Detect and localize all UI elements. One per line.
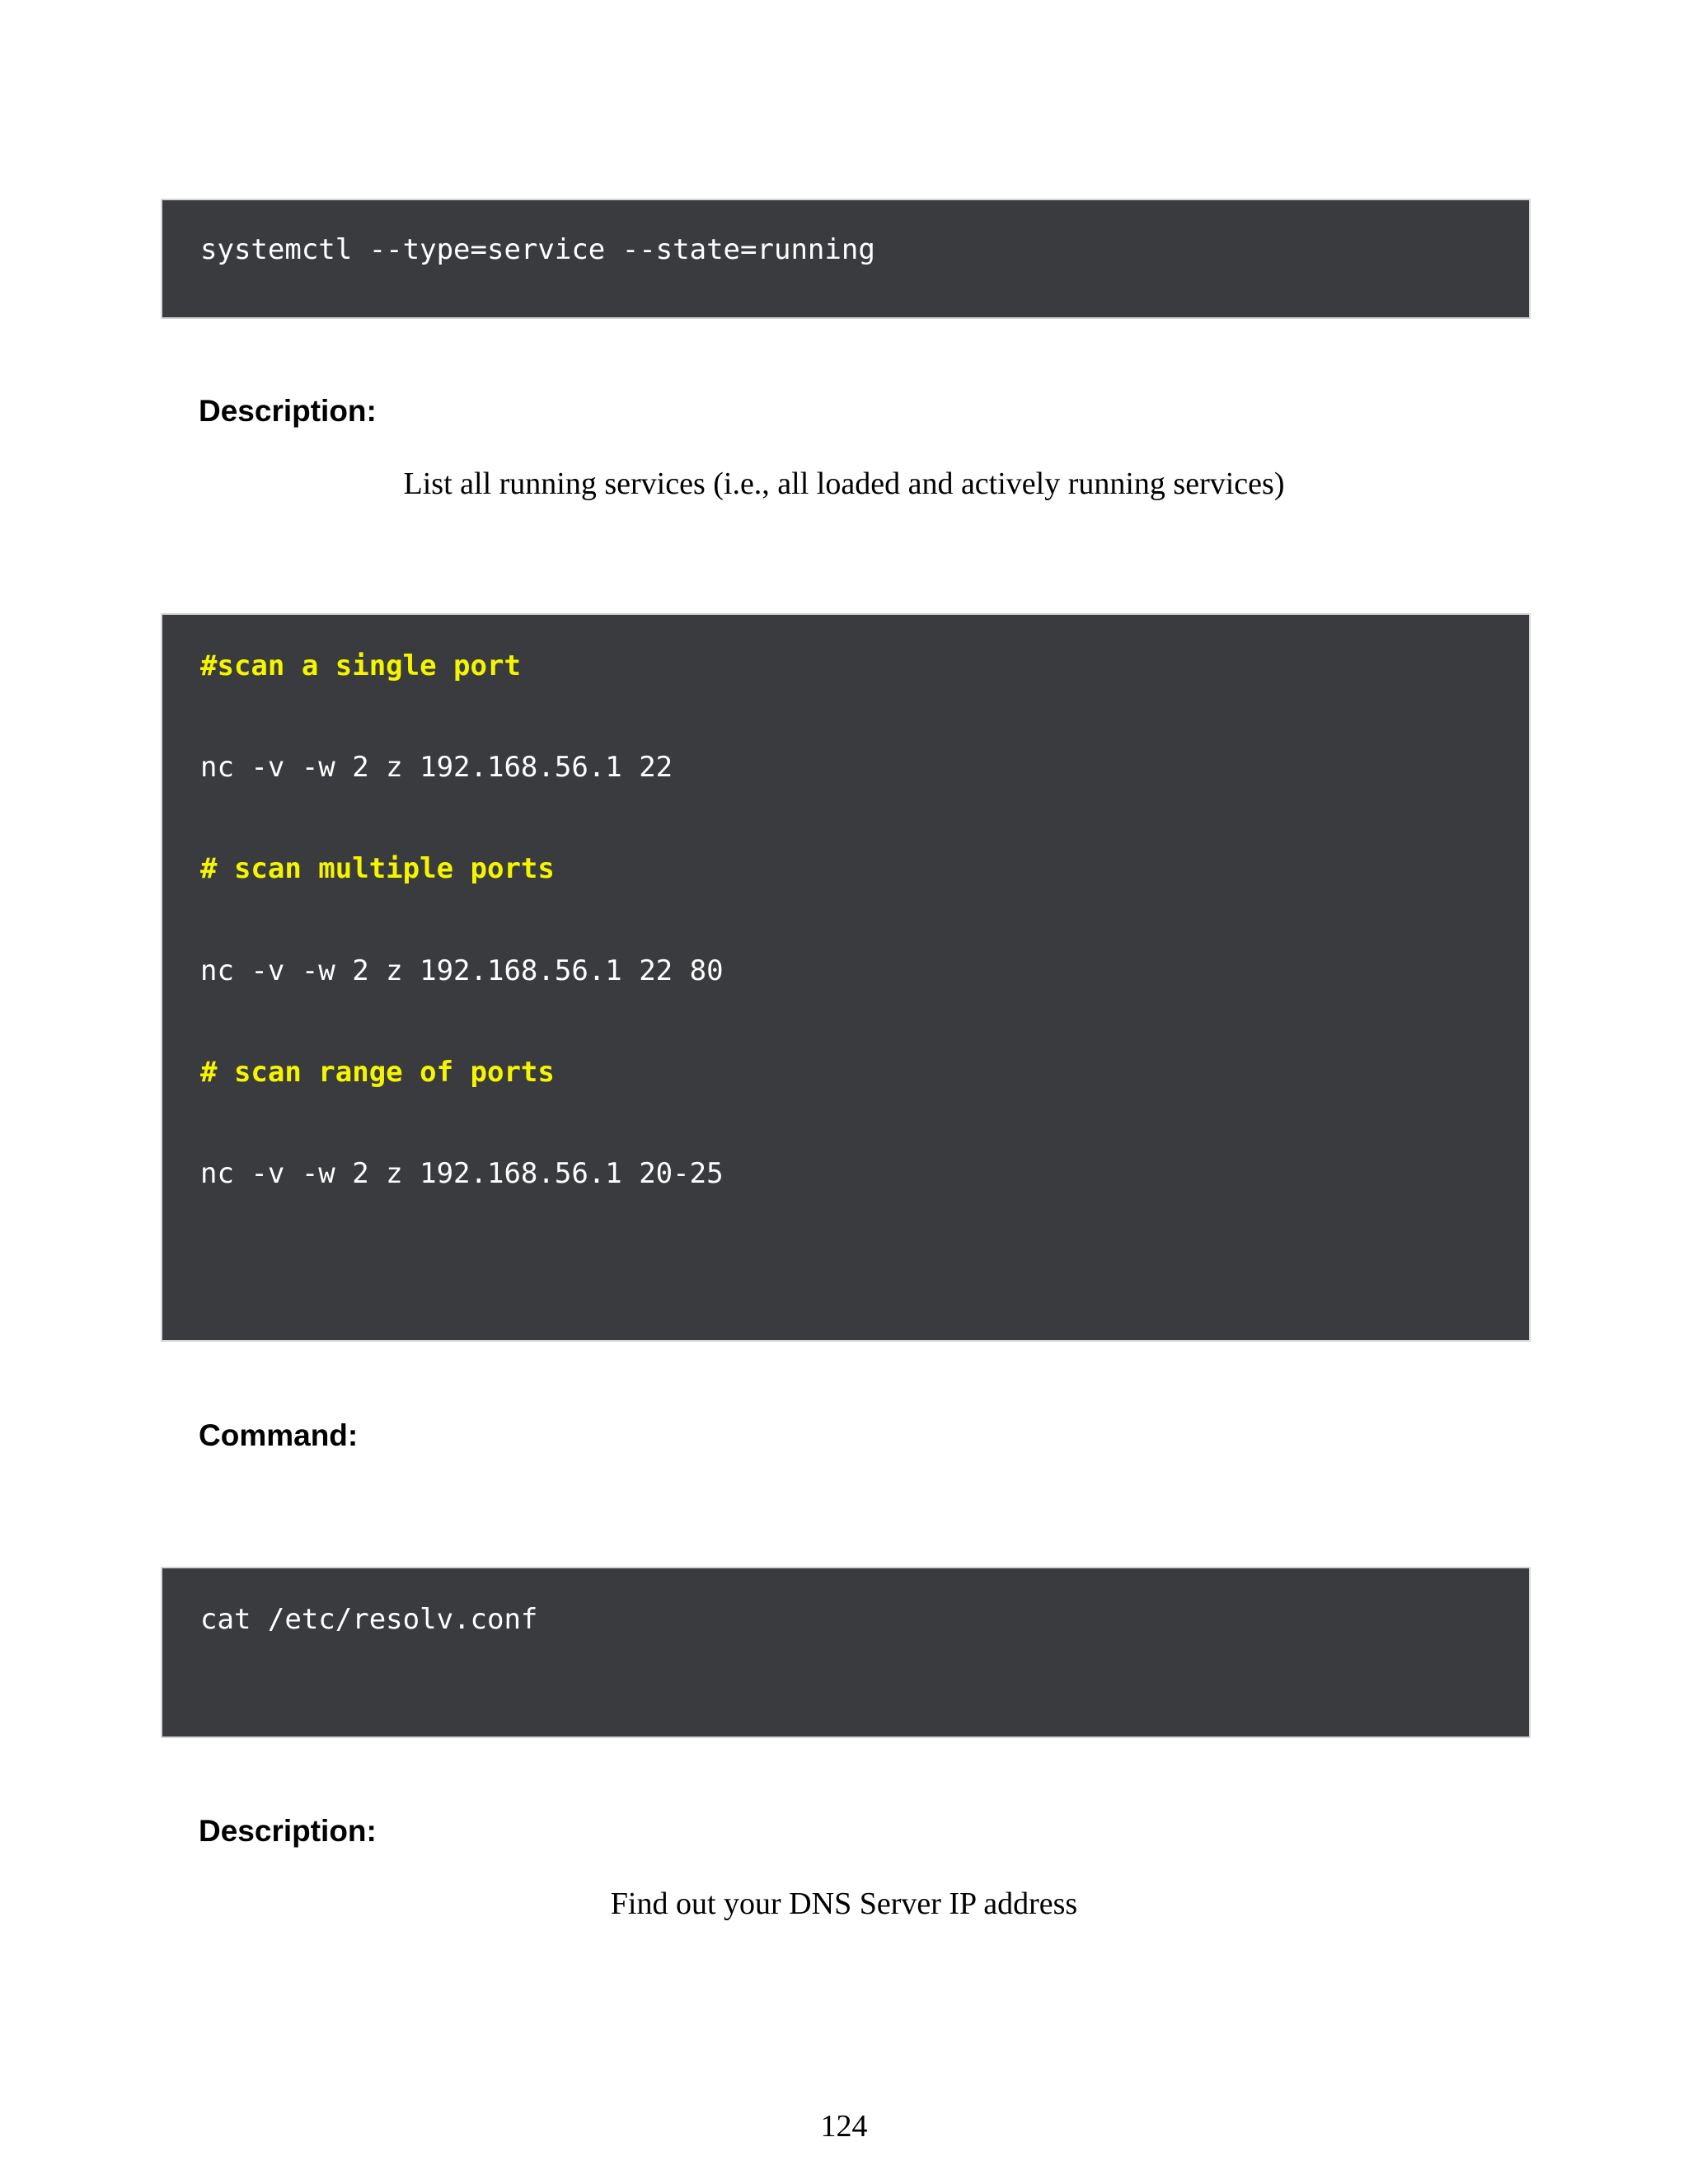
code-block-resolv — [161, 1567, 1531, 1738]
code-line: cat /etc/resolv.conf — [200, 1603, 538, 1636]
code-line: nc -v -w 2 z 192.168.56.1 22 80 — [200, 954, 724, 987]
code-line: nc -v -w 2 z 192.168.56.1 20-25 — [200, 1157, 724, 1190]
command-heading: Command: — [199, 1418, 359, 1452]
code-line: nc -v -w 2 z 192.168.56.1 22 — [200, 751, 673, 784]
page-number: 124 — [820, 2109, 868, 2144]
description-text: List all running services (i.e., all loaded and actively running services) — [403, 466, 1285, 501]
code-line: systemctl --type=service --state=running — [200, 233, 875, 266]
code-block-nc — [161, 613, 1531, 1342]
code-comment: # scan range of ports — [200, 1056, 555, 1089]
code-comment: # scan multiple ports — [200, 852, 555, 885]
description-heading: Description: — [199, 1814, 377, 1848]
code-block-systemctl — [161, 199, 1531, 319]
description-text: Find out your DNS Server IP address — [610, 1886, 1078, 1921]
code-comment: #scan a single port — [200, 649, 521, 682]
description-heading: Description: — [199, 394, 377, 428]
